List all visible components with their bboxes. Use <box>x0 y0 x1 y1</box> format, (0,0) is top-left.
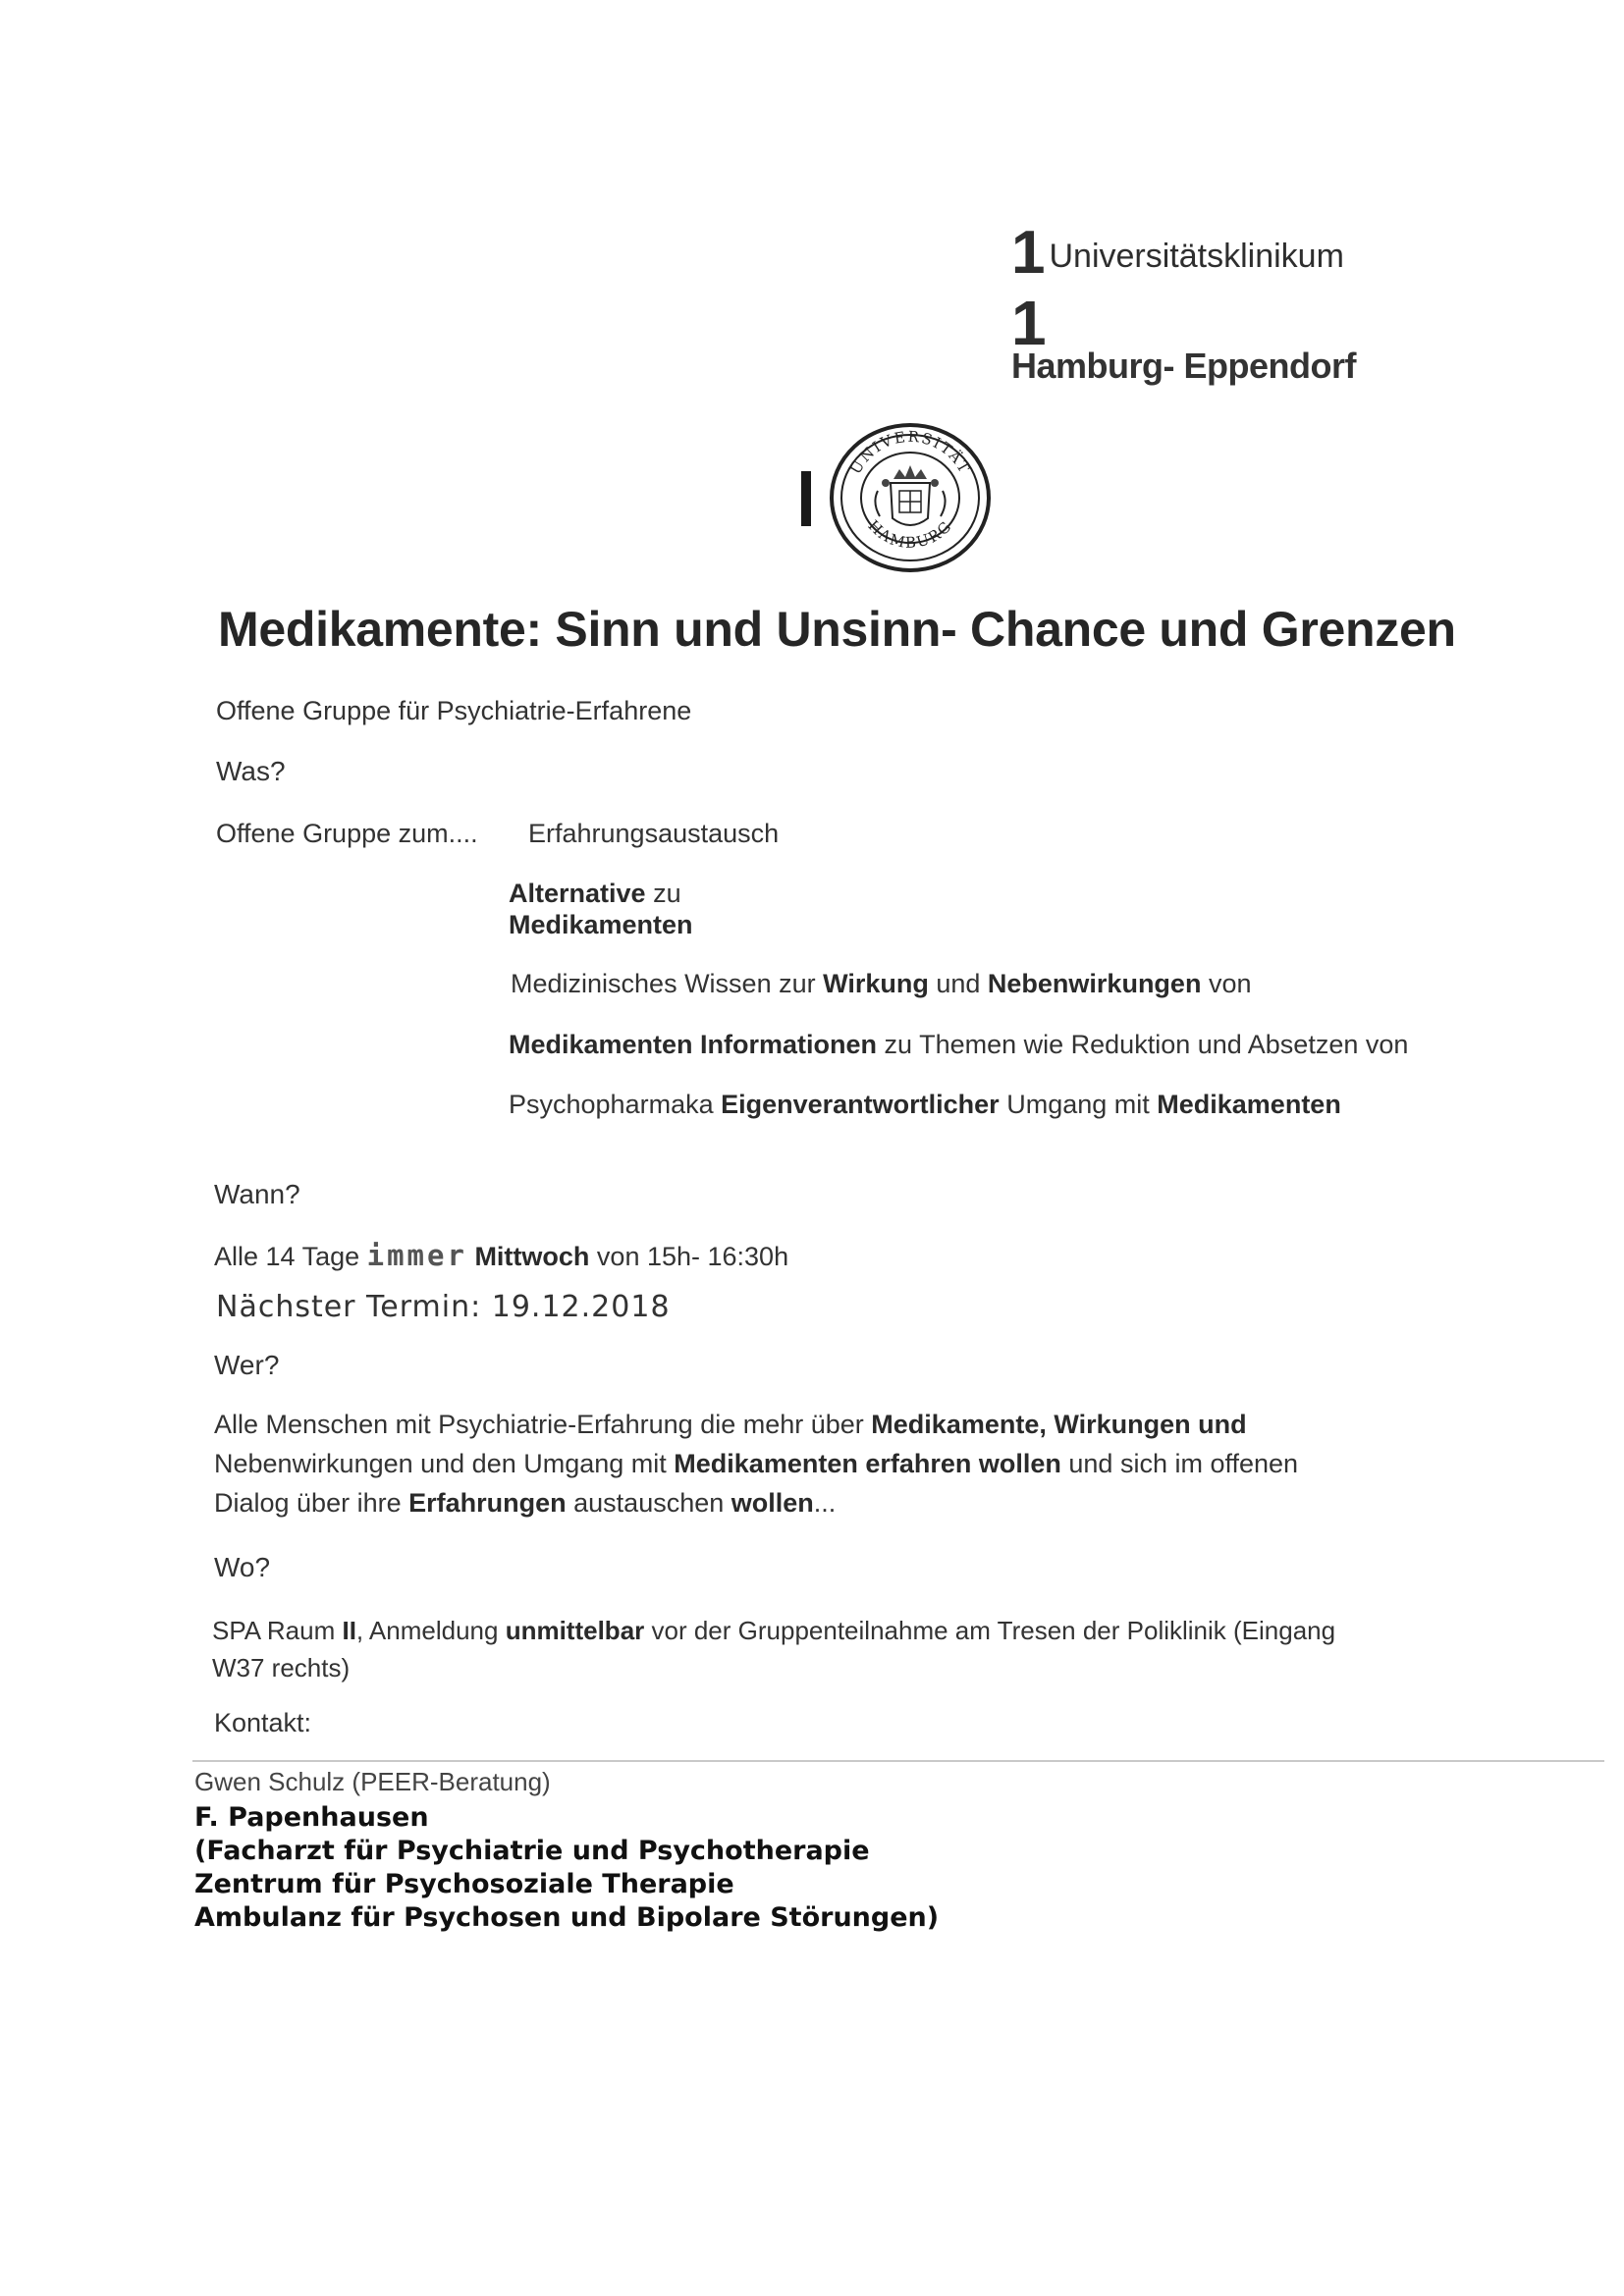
seal-text-bottom: HAMBURG <box>864 516 956 553</box>
text-run: von 15h- 16:30h <box>589 1242 789 1271</box>
topic-alternative: Alternative <box>509 879 646 908</box>
text-run-bold: II <box>342 1616 356 1645</box>
text-run-bold: Nebenwirkungen <box>987 969 1202 998</box>
institution-line <box>1011 218 1344 288</box>
text-run: und sich im offenen <box>1060 1449 1299 1478</box>
next-date: Nächster Termin: 19.12.2018 <box>216 1290 671 1324</box>
page-title: Medikamente: Sinn und Unsinn- Chance und Grenzen <box>218 602 1456 657</box>
topic-medikamenten: Medikamenten <box>509 910 693 939</box>
topic-info-line <box>509 1030 1408 1060</box>
text-run-bold: Medikamenten Informationen <box>509 1030 878 1059</box>
section-heading-wann: Wann? <box>214 1179 300 1209</box>
subtitle: Offene Gruppe für Psychiatrie-Erfahrene <box>216 696 692 725</box>
text-run: Umgang mit <box>999 1090 1158 1119</box>
text-run: ... <box>813 1488 837 1518</box>
text-run-bold: wollen <box>731 1488 814 1518</box>
text-run: von <box>1201 969 1252 998</box>
text-run-bold: Mittwoch <box>466 1242 590 1271</box>
seal-text-top: UNIVERSITÄT <box>846 427 974 478</box>
text-run: Dialog über ihre <box>214 1488 409 1518</box>
location-line-2: W37 rechts) <box>212 1653 351 1682</box>
text-run: Alle 14 Tage <box>214 1242 367 1271</box>
text-run: vor der Gruppenteilnahme am Tresen der Poliklinik (Eingang <box>644 1616 1336 1645</box>
topic-alternative-line <box>509 879 681 909</box>
audience-line-3 <box>214 1488 836 1519</box>
contact-doctor: F. Papenhausen <box>194 1802 429 1833</box>
text-run-bold: Erfahrungen <box>408 1488 567 1518</box>
schedule-line <box>214 1239 788 1272</box>
section-heading-wer: Wer? <box>214 1350 280 1380</box>
text-run: Medizinisches Wissen zur <box>511 969 824 998</box>
text-run: SPA Raum <box>212 1616 343 1645</box>
contact-peer: Gwen Schulz (PEER-Beratung) <box>194 1767 551 1796</box>
location-line-1 <box>212 1616 1335 1646</box>
marker-2: 1 <box>1011 288 1047 358</box>
text-run-bold: Medikamenten erfahren wollen <box>674 1449 1061 1478</box>
text-run-bold: Wirkung <box>823 969 929 998</box>
contact-role-3: Ambulanz für Psychosen und Bipolare Störungen) <box>194 1902 940 1933</box>
section-heading-was: Was? <box>216 756 286 786</box>
audience-line-2 <box>214 1449 1298 1479</box>
contact-role-1: (Facharzt für Psychiatrie und Psychotherapie <box>194 1836 870 1866</box>
text-run-bold: Eigenverantwortlicher <box>721 1090 1000 1119</box>
university-seal-logo <box>829 422 992 573</box>
contact-role-2: Zentrum für Psychosoziale Therapie <box>194 1869 734 1899</box>
divider <box>192 1760 1604 1762</box>
text-run: , Anmeldung <box>355 1616 506 1645</box>
institution-name: Universitätsklinikum <box>1049 238 1344 275</box>
svg-text:HAMBURG <box>864 516 955 552</box>
section-heading-kontakt: Kontakt: <box>214 1708 312 1737</box>
text-run-bold: unmittelbar <box>505 1616 645 1645</box>
text-run-bold: Medikamenten <box>1157 1090 1341 1119</box>
topic-exchange: Erfahrungsaustausch <box>528 819 780 848</box>
marker-1: 1 <box>1011 219 1046 287</box>
section-heading-wo: Wo? <box>214 1552 271 1582</box>
text-run: und <box>928 969 988 998</box>
decorative-bar <box>801 471 811 526</box>
topic-alternative-zu: zu <box>653 879 681 908</box>
text-run: Psychopharmaka <box>509 1090 722 1119</box>
text-run-emphasis: immer <box>366 1239 467 1272</box>
text-run: austauschen <box>566 1488 731 1518</box>
text-run: Nebenwirkungen und den Umgang mit <box>214 1449 675 1478</box>
topic-responsibility-line <box>509 1090 1341 1120</box>
text-run: zu Themen wie Reduktion und Absetzen von <box>877 1030 1409 1059</box>
text-run: Alle Menschen mit Psychiatrie-Erfahrung die mehr über <box>214 1410 872 1439</box>
topic-knowledge-line <box>511 969 1251 999</box>
was-intro: Offene Gruppe zum.... <box>216 819 478 848</box>
text-run-bold: Medikamente, Wirkungen und <box>871 1410 1247 1439</box>
audience-line-1 <box>214 1410 1247 1440</box>
institution-city: Hamburg- Eppendorf <box>1011 346 1356 386</box>
